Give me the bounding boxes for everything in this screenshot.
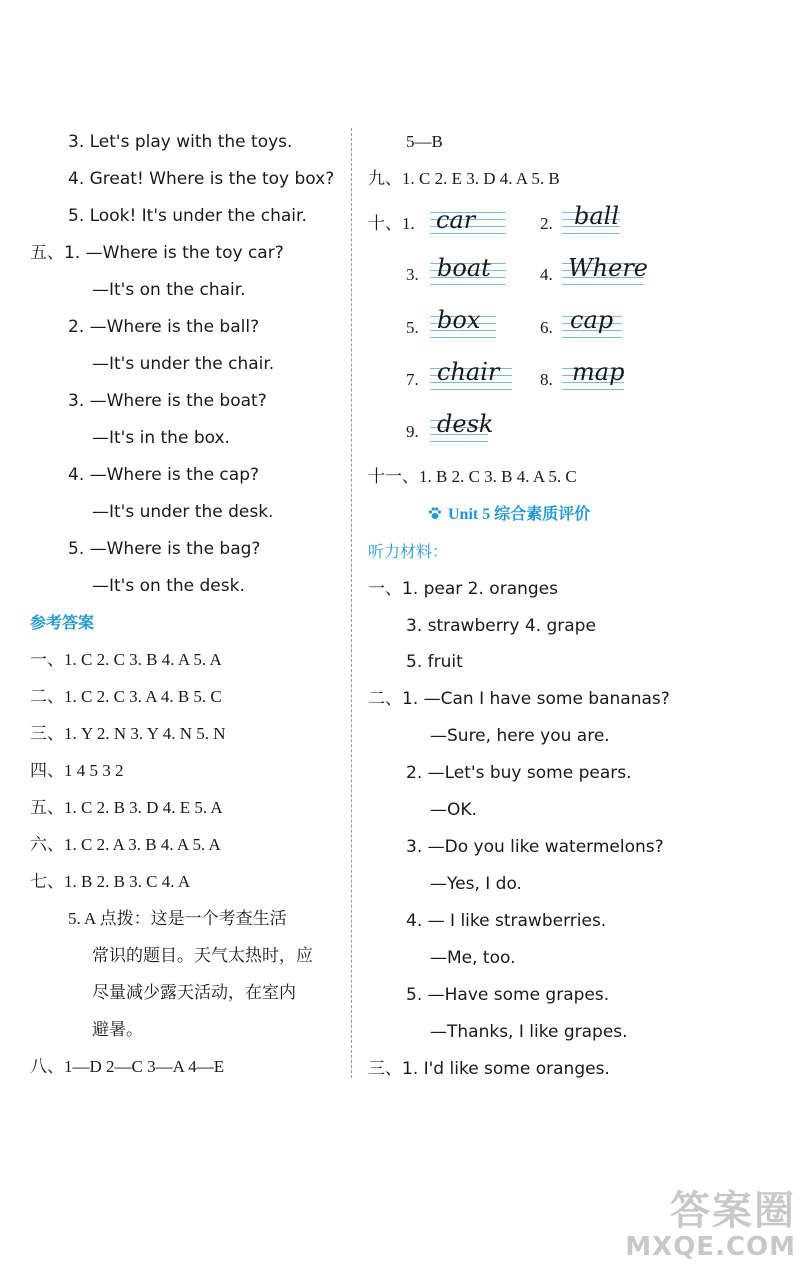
- writing-number: 8.: [540, 370, 553, 389]
- listening-line: 一、1. pear 2. oranges: [368, 579, 558, 599]
- left-line: 3. —Where is the boat?: [68, 391, 267, 411]
- listening-line: 2. —Let's buy some pears.: [406, 763, 632, 783]
- listening-line: 二、1. —Can I have some bananas?: [368, 689, 670, 709]
- left-line: 4. —Where is the cap?: [68, 465, 260, 485]
- writing-number: 6.: [540, 318, 553, 337]
- writing-label: 十、1.: [368, 214, 415, 233]
- answer-line: 三、1. Y 2. N 3. Y 4. N 5. N: [30, 724, 226, 743]
- answer-line: 一、1. C 2. C 3. B 4. A 5. A: [30, 650, 222, 669]
- writing-number: 7.: [406, 370, 419, 389]
- listening-line: —Sure, here you are.: [430, 726, 610, 746]
- handwritten-word: chair: [437, 358, 500, 386]
- left-line: 五、1. —Where is the toy car?: [30, 243, 284, 263]
- listening-line: 3. —Do you like watermelons?: [406, 837, 664, 857]
- left-line: —It's on the desk.: [92, 576, 245, 596]
- answer-line: 二、1. C 2. C 3. A 4. B 5. C: [30, 687, 222, 706]
- listening-heading: 听力材料：: [368, 542, 449, 561]
- handwritten-word: Where: [568, 254, 649, 282]
- left-line: —It's in the box.: [92, 428, 230, 448]
- listening-line: 5. —Have some grapes.: [406, 985, 610, 1005]
- answer-line: 五、1. C 2. B 3. D 4. E 5. A: [30, 798, 223, 817]
- left-line: 4. Great! Where is the toy box?: [68, 169, 335, 189]
- answer-line: 四、1 4 5 3 2: [30, 761, 124, 780]
- handwritten-word: car: [436, 206, 476, 234]
- unit-title: [428, 504, 590, 526]
- handwritten-word: cap: [570, 306, 614, 334]
- handwritten-word: map: [572, 358, 625, 386]
- answer-line: 七、1. B 2. B 3. C 4. A: [30, 872, 191, 891]
- left-line: 3. Let's play with the toys.: [68, 132, 293, 152]
- left-line: 2. —Where is the ball?: [68, 317, 260, 337]
- answer-line: 5—B: [406, 132, 443, 151]
- writing-number: 2.: [540, 214, 553, 233]
- paw-icon: [428, 506, 442, 520]
- writing-number: 3.: [406, 265, 419, 284]
- writing-number: 5.: [406, 318, 419, 337]
- listening-line: 三、1. I'd like some oranges.: [368, 1059, 610, 1079]
- listening-line: 3. strawberry 4. grape: [406, 616, 596, 636]
- left-line: —It's under the chair.: [92, 354, 275, 374]
- note-line: 尽量减少露天活动，在室内: [92, 983, 296, 1002]
- listening-line: —Yes, I do.: [430, 874, 522, 894]
- listening-line: —OK.: [430, 800, 477, 820]
- handwritten-word: box: [437, 306, 481, 334]
- answer-heading: 参考答案: [30, 613, 95, 632]
- note-line: 5. A 点拨：这是一个考查生活: [68, 909, 287, 928]
- listening-line: 5. fruit: [406, 652, 463, 672]
- unit-title-text: Unit 5 综合素质评价: [448, 506, 591, 523]
- listening-line: —Thanks, I like grapes.: [430, 1022, 628, 1042]
- answer-line: 九、1. C 2. E 3. D 4. A 5. B: [368, 169, 560, 188]
- watermark-url: MXQE.COM: [625, 1232, 796, 1262]
- handwritten-word: boat: [437, 254, 491, 282]
- listening-line: 4. — I like strawberries.: [406, 911, 607, 931]
- writing-number: 9.: [406, 422, 419, 441]
- handwritten-word: ball: [574, 202, 620, 230]
- watermark-logo: 答案圈: [670, 1188, 796, 1234]
- watermark: [625, 1179, 796, 1262]
- answer-line: 十一、1. B 2. C 3. B 4. A 5. C: [368, 467, 577, 486]
- note-line: 常识的题目。天气太热时，应: [92, 946, 313, 965]
- note-line: 避暑。: [92, 1020, 143, 1039]
- listening-line: —Me, too.: [430, 948, 516, 968]
- answer-line: 八、1—D 2—C 3—A 4—E: [30, 1057, 225, 1076]
- left-line: 5. —Where is the bag?: [68, 539, 261, 559]
- column-divider: [351, 128, 352, 1078]
- answer-line: 六、1. C 2. A 3. B 4. A 5. A: [30, 835, 221, 854]
- left-line: 5. Look! It's under the chair.: [68, 206, 307, 226]
- handwritten-word: desk: [437, 410, 494, 438]
- left-line: —It's under the desk.: [92, 502, 274, 522]
- writing-number: 4.: [540, 265, 553, 284]
- left-line: —It's on the chair.: [92, 280, 246, 300]
